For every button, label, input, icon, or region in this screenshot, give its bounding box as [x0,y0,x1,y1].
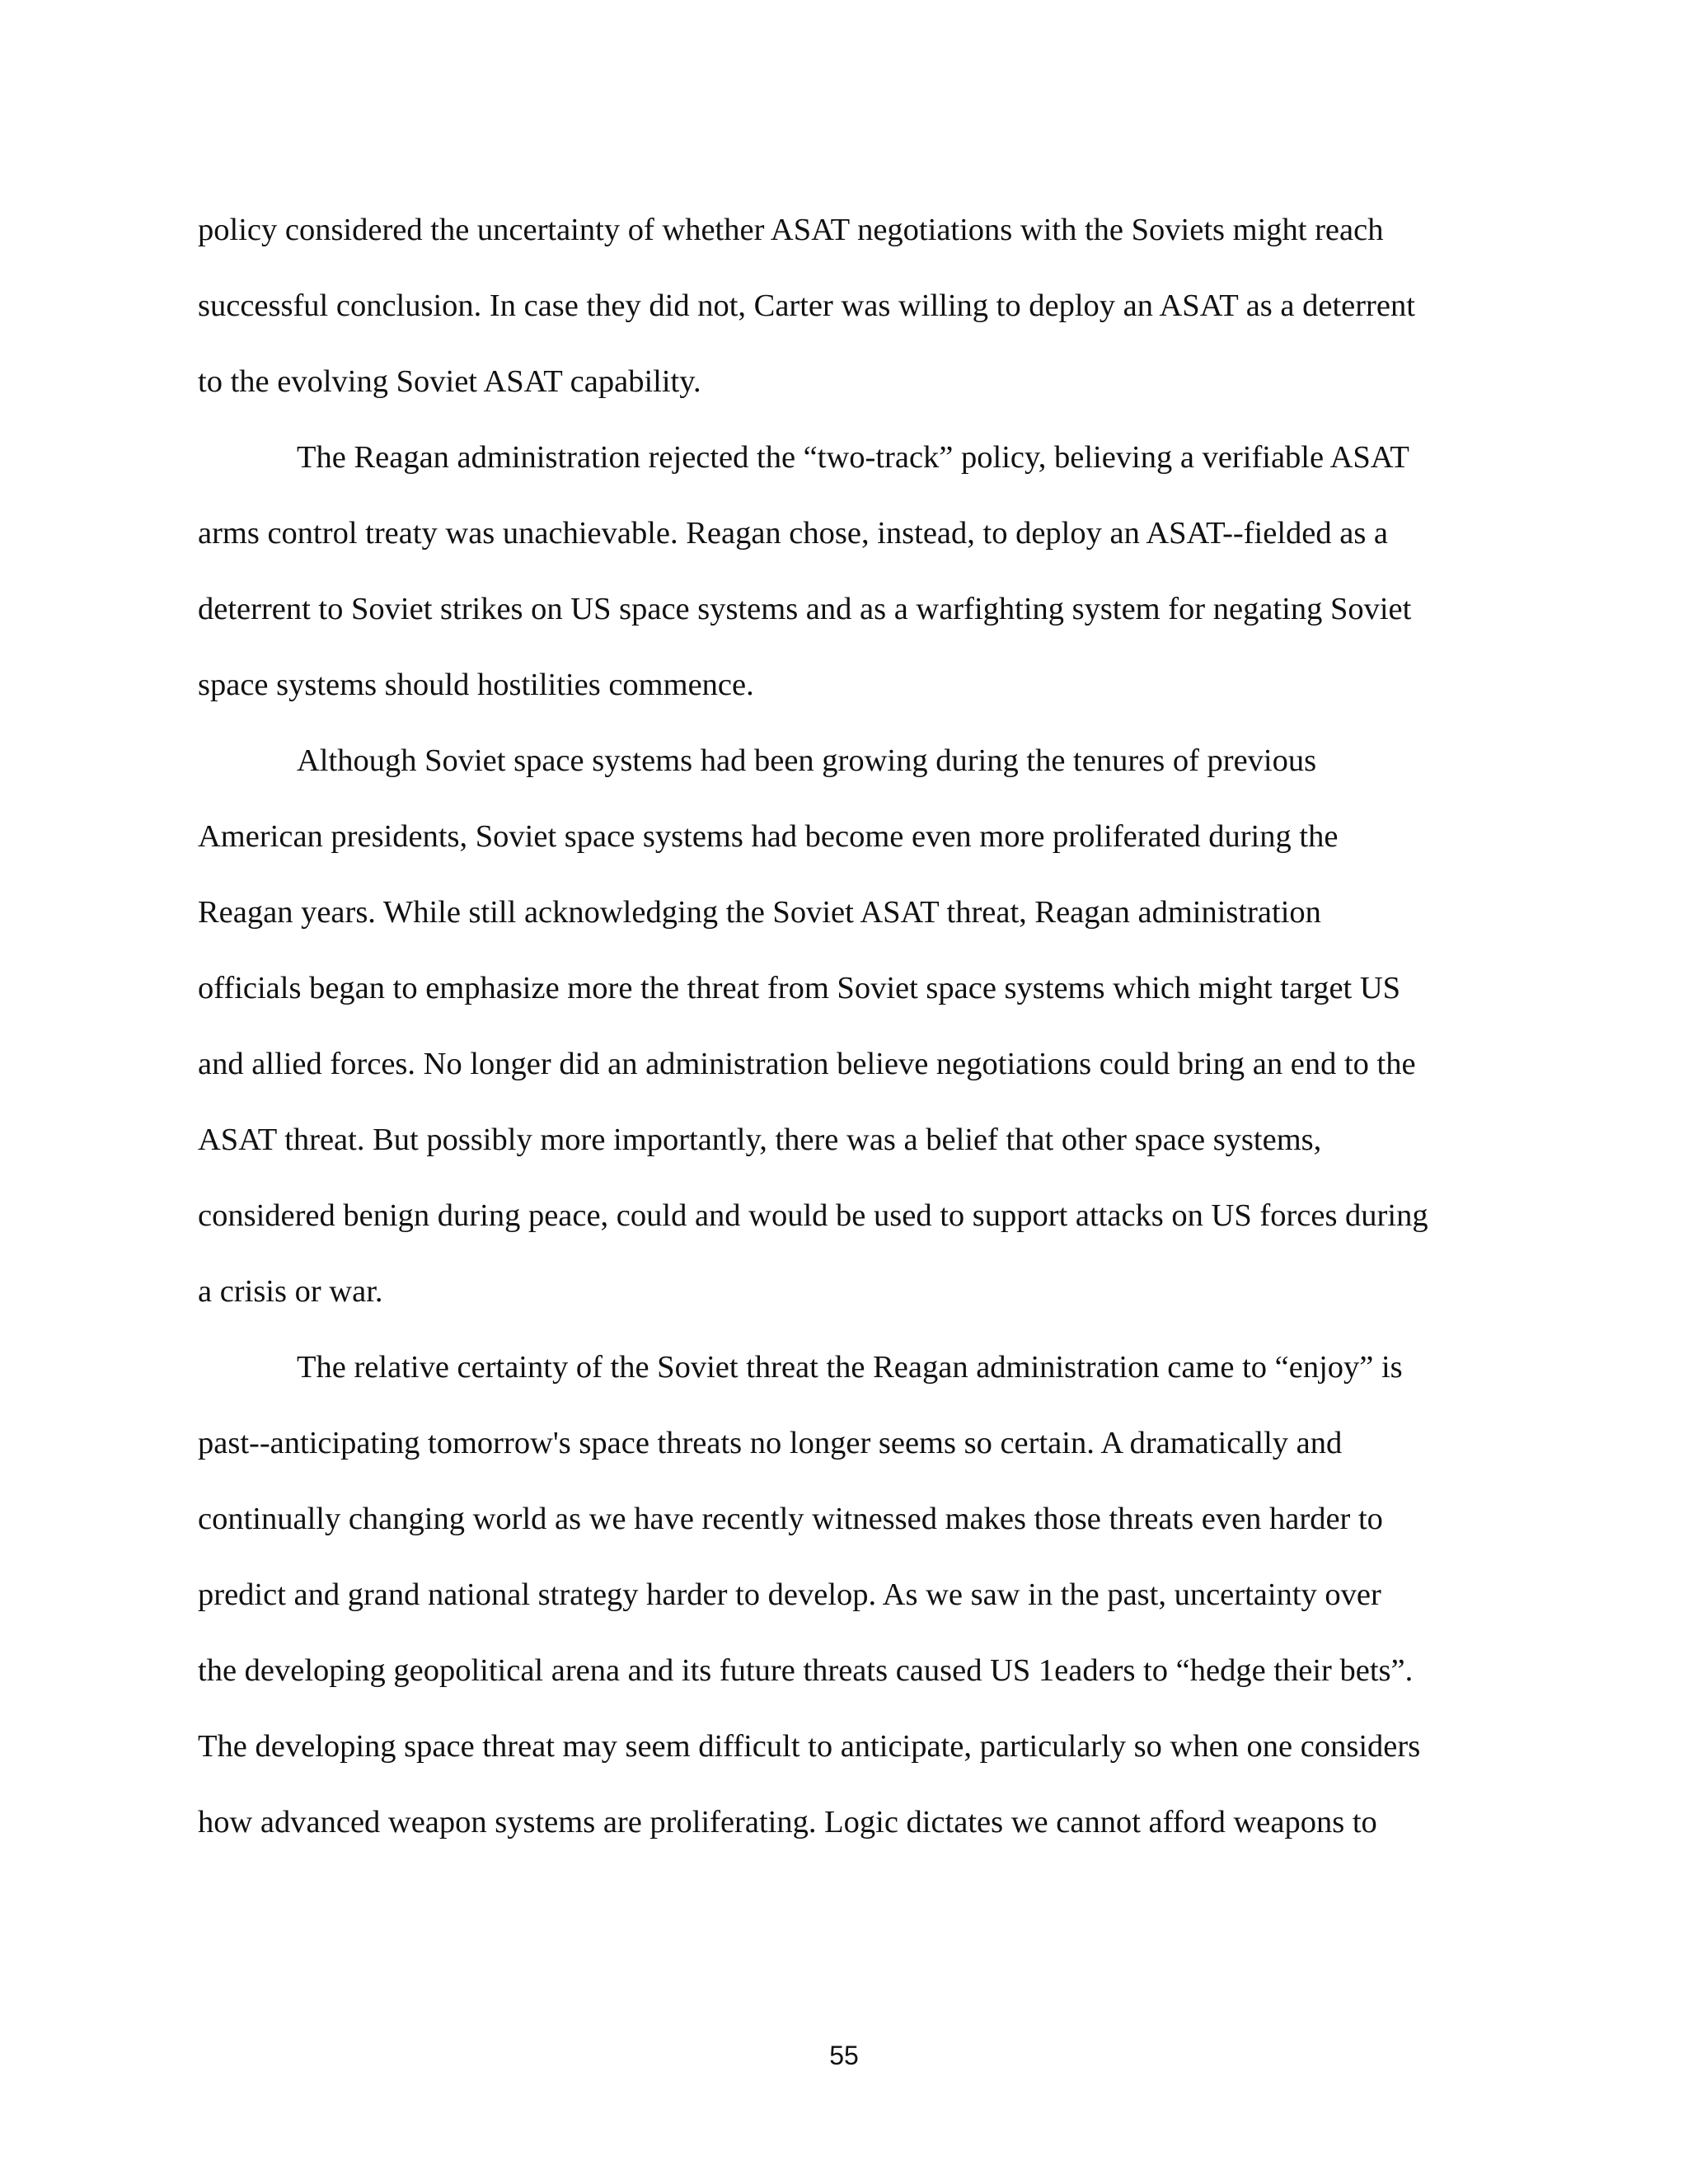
text-line: to the evolving Soviet ASAT capability. [198,364,701,399]
text-line: predict and grand national strategy harder to develop. As we saw in the past, uncertainty over [198,1577,1381,1612]
text-line: arms control treaty was unachievable. Reagan chose, instead, to deploy an ASAT--fielded as a [198,516,1389,551]
text-line: and allied forces. No longer did an administration believe negotiations could bring an end to the [198,1047,1416,1081]
paragraph-4 [198,1329,1484,1860]
text-line: deterrent to Soviet strikes on US space systems and as a warfighting system for negating Soviet [198,592,1412,626]
paragraph-2 [198,419,1484,723]
text-line-indented: Although Soviet space systems had been growing during the tenures of previous [297,743,1317,778]
text-line: continually changing world as we have recently witnessed makes those threats even harder to [198,1502,1383,1536]
text-line: American presidents, Soviet space systems had become even more proliferated during the [198,819,1339,854]
text-line: ASAT threat. But possibly more importantly, there was a belief that other space systems, [198,1122,1322,1157]
text-line: officials began to emphasize more the threat from Soviet space systems which might target US [198,971,1401,1005]
text-line: policy considered the uncertainty of whether ASAT negotiations with the Soviets might reach [198,213,1384,247]
text-line-indented: The Reagan administration rejected the “two-track” policy, believing a verifiable ASAT [297,440,1409,475]
text-line: the developing geopolitical arena and its future threats caused US 1eaders to “hedge their bets”. [198,1653,1414,1688]
text-line: considered benign during peace, could and would be used to support attacks on US forces during [198,1198,1428,1233]
text-line: Reagan years. While still acknowledging the Soviet ASAT threat, Reagan administration [198,895,1321,930]
paragraph-3 [198,723,1484,1329]
text-line-indented: The relative certainty of the Soviet threat the Reagan administration came to “enjoy” is [297,1350,1403,1385]
page-number: 55 [829,2041,859,2070]
text-line: The developing space threat may seem difficult to anticipate, particularly so when one considers [198,1729,1421,1764]
text-line: past--anticipating tomorrow's space threats no longer seems so certain. A dramatically and [198,1426,1343,1460]
text-line: space systems should hostilities commence. [198,668,754,702]
body-text [198,192,1484,1860]
text-line: how advanced weapon systems are proliferating. Logic dictates we cannot afford weapons to [198,1805,1377,1840]
text-line: successful conclusion. In case they did not, Carter was willing to deploy an ASAT as a deterrent [198,288,1415,323]
paragraph-1 [198,192,1484,419]
text-line: a crisis or war. [198,1274,383,1309]
